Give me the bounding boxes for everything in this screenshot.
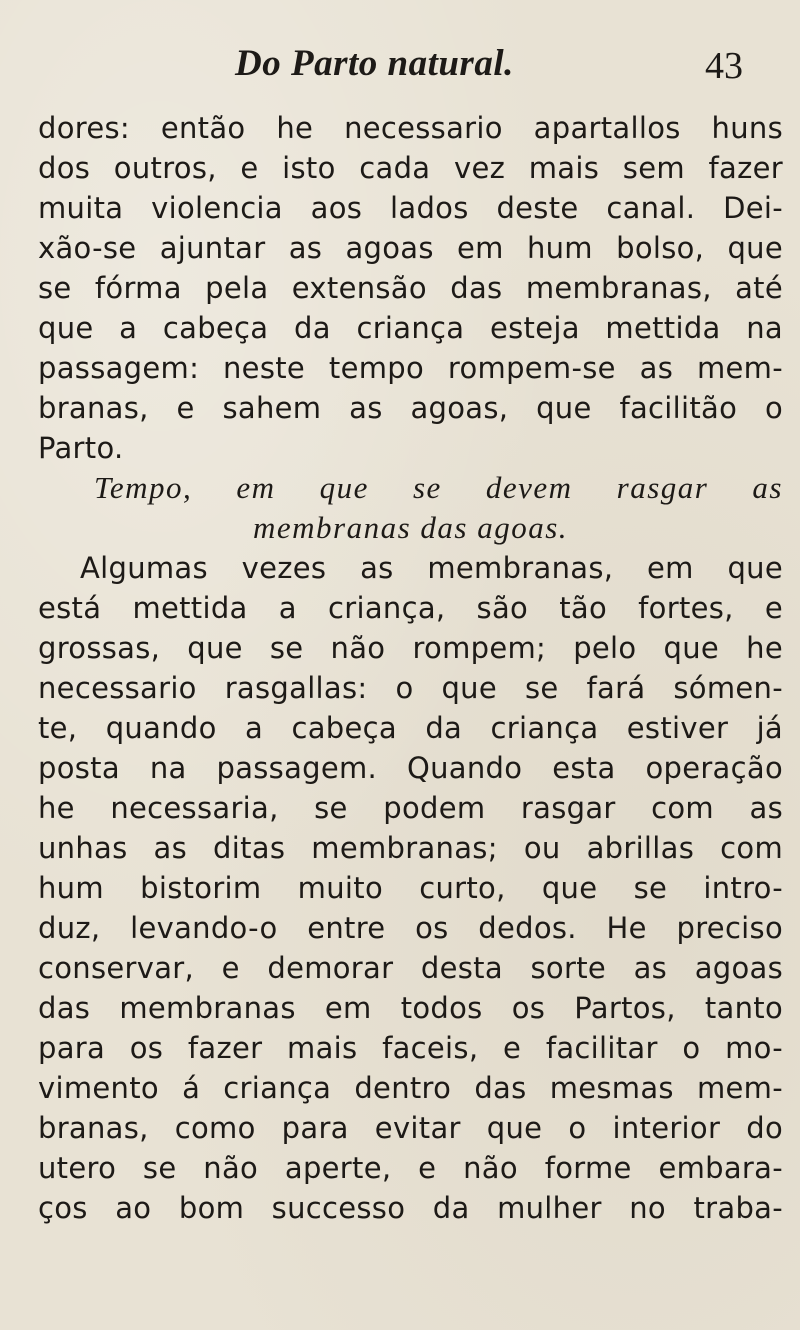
text-line: te, quando a cabeça da criança estiver já [38, 711, 783, 745]
text-line: branas, como para evitar que o interior do [38, 1111, 783, 1145]
text-line: está mettida a criança, são tão fortes, e [38, 591, 783, 625]
body-text [38, 108, 783, 1228]
text-line: ços ao bom successo da mulher no traba- [38, 1191, 783, 1225]
text-line: he necessaria, se podem rasgar com as [38, 791, 783, 825]
text-line: Parto. [38, 431, 124, 465]
text-line: passagem: neste tempo rompem-se as mem- [38, 351, 783, 385]
text-line: necessario rasgallas: o que se fará sómen- [38, 671, 783, 705]
section-heading-line: Tempo, em que se devem rasgar as [94, 470, 783, 505]
text-line: unhas as ditas membranas; ou abrillas com [38, 831, 783, 865]
text-line: vimento á criança dentro das mesmas mem- [38, 1071, 783, 1105]
text-line: se fórma pela extensão das membranas, até [38, 271, 783, 305]
page-header [0, 36, 800, 96]
text-line: que a cabeça da criança esteja mettida na [38, 311, 783, 345]
text-line: para os fazer mais faceis, e facilitar o mo- [38, 1031, 783, 1065]
text-line: duz, levando-o entre os dedos. He preciso [38, 911, 783, 945]
text-line: dores: então he necessario apartallos huns [38, 111, 783, 145]
text-line: posta na passagem. Quando esta operação [38, 751, 783, 785]
text-line: conservar, e demorar desta sorte as agoas [38, 951, 783, 985]
text-line: utero se não aperte, e não forme embara- [38, 1151, 783, 1185]
text-line: das membranas em todos os Partos, tanto [38, 991, 783, 1025]
text-line: muita violencia aos lados deste canal. Dei- [38, 191, 783, 225]
running-title: Do Parto natural. [235, 43, 514, 84]
text-line: Algumas vezes as membranas, em que [80, 551, 783, 585]
text-line: grossas, que se não rompem; pelo que he [38, 631, 783, 665]
text-line: hum bistorim muito curto, que se intro- [38, 871, 783, 905]
page-number: 43 [705, 45, 743, 87]
text-line: branas, e sahem as agoas, que facilitão o [38, 391, 783, 425]
section-heading-line: membranas das agoas. [252, 510, 569, 545]
text-line: dos outros, e isto cada vez mais sem fazer [38, 151, 783, 185]
text-line: xão-se ajuntar as agoas em hum bolso, que [38, 231, 783, 265]
